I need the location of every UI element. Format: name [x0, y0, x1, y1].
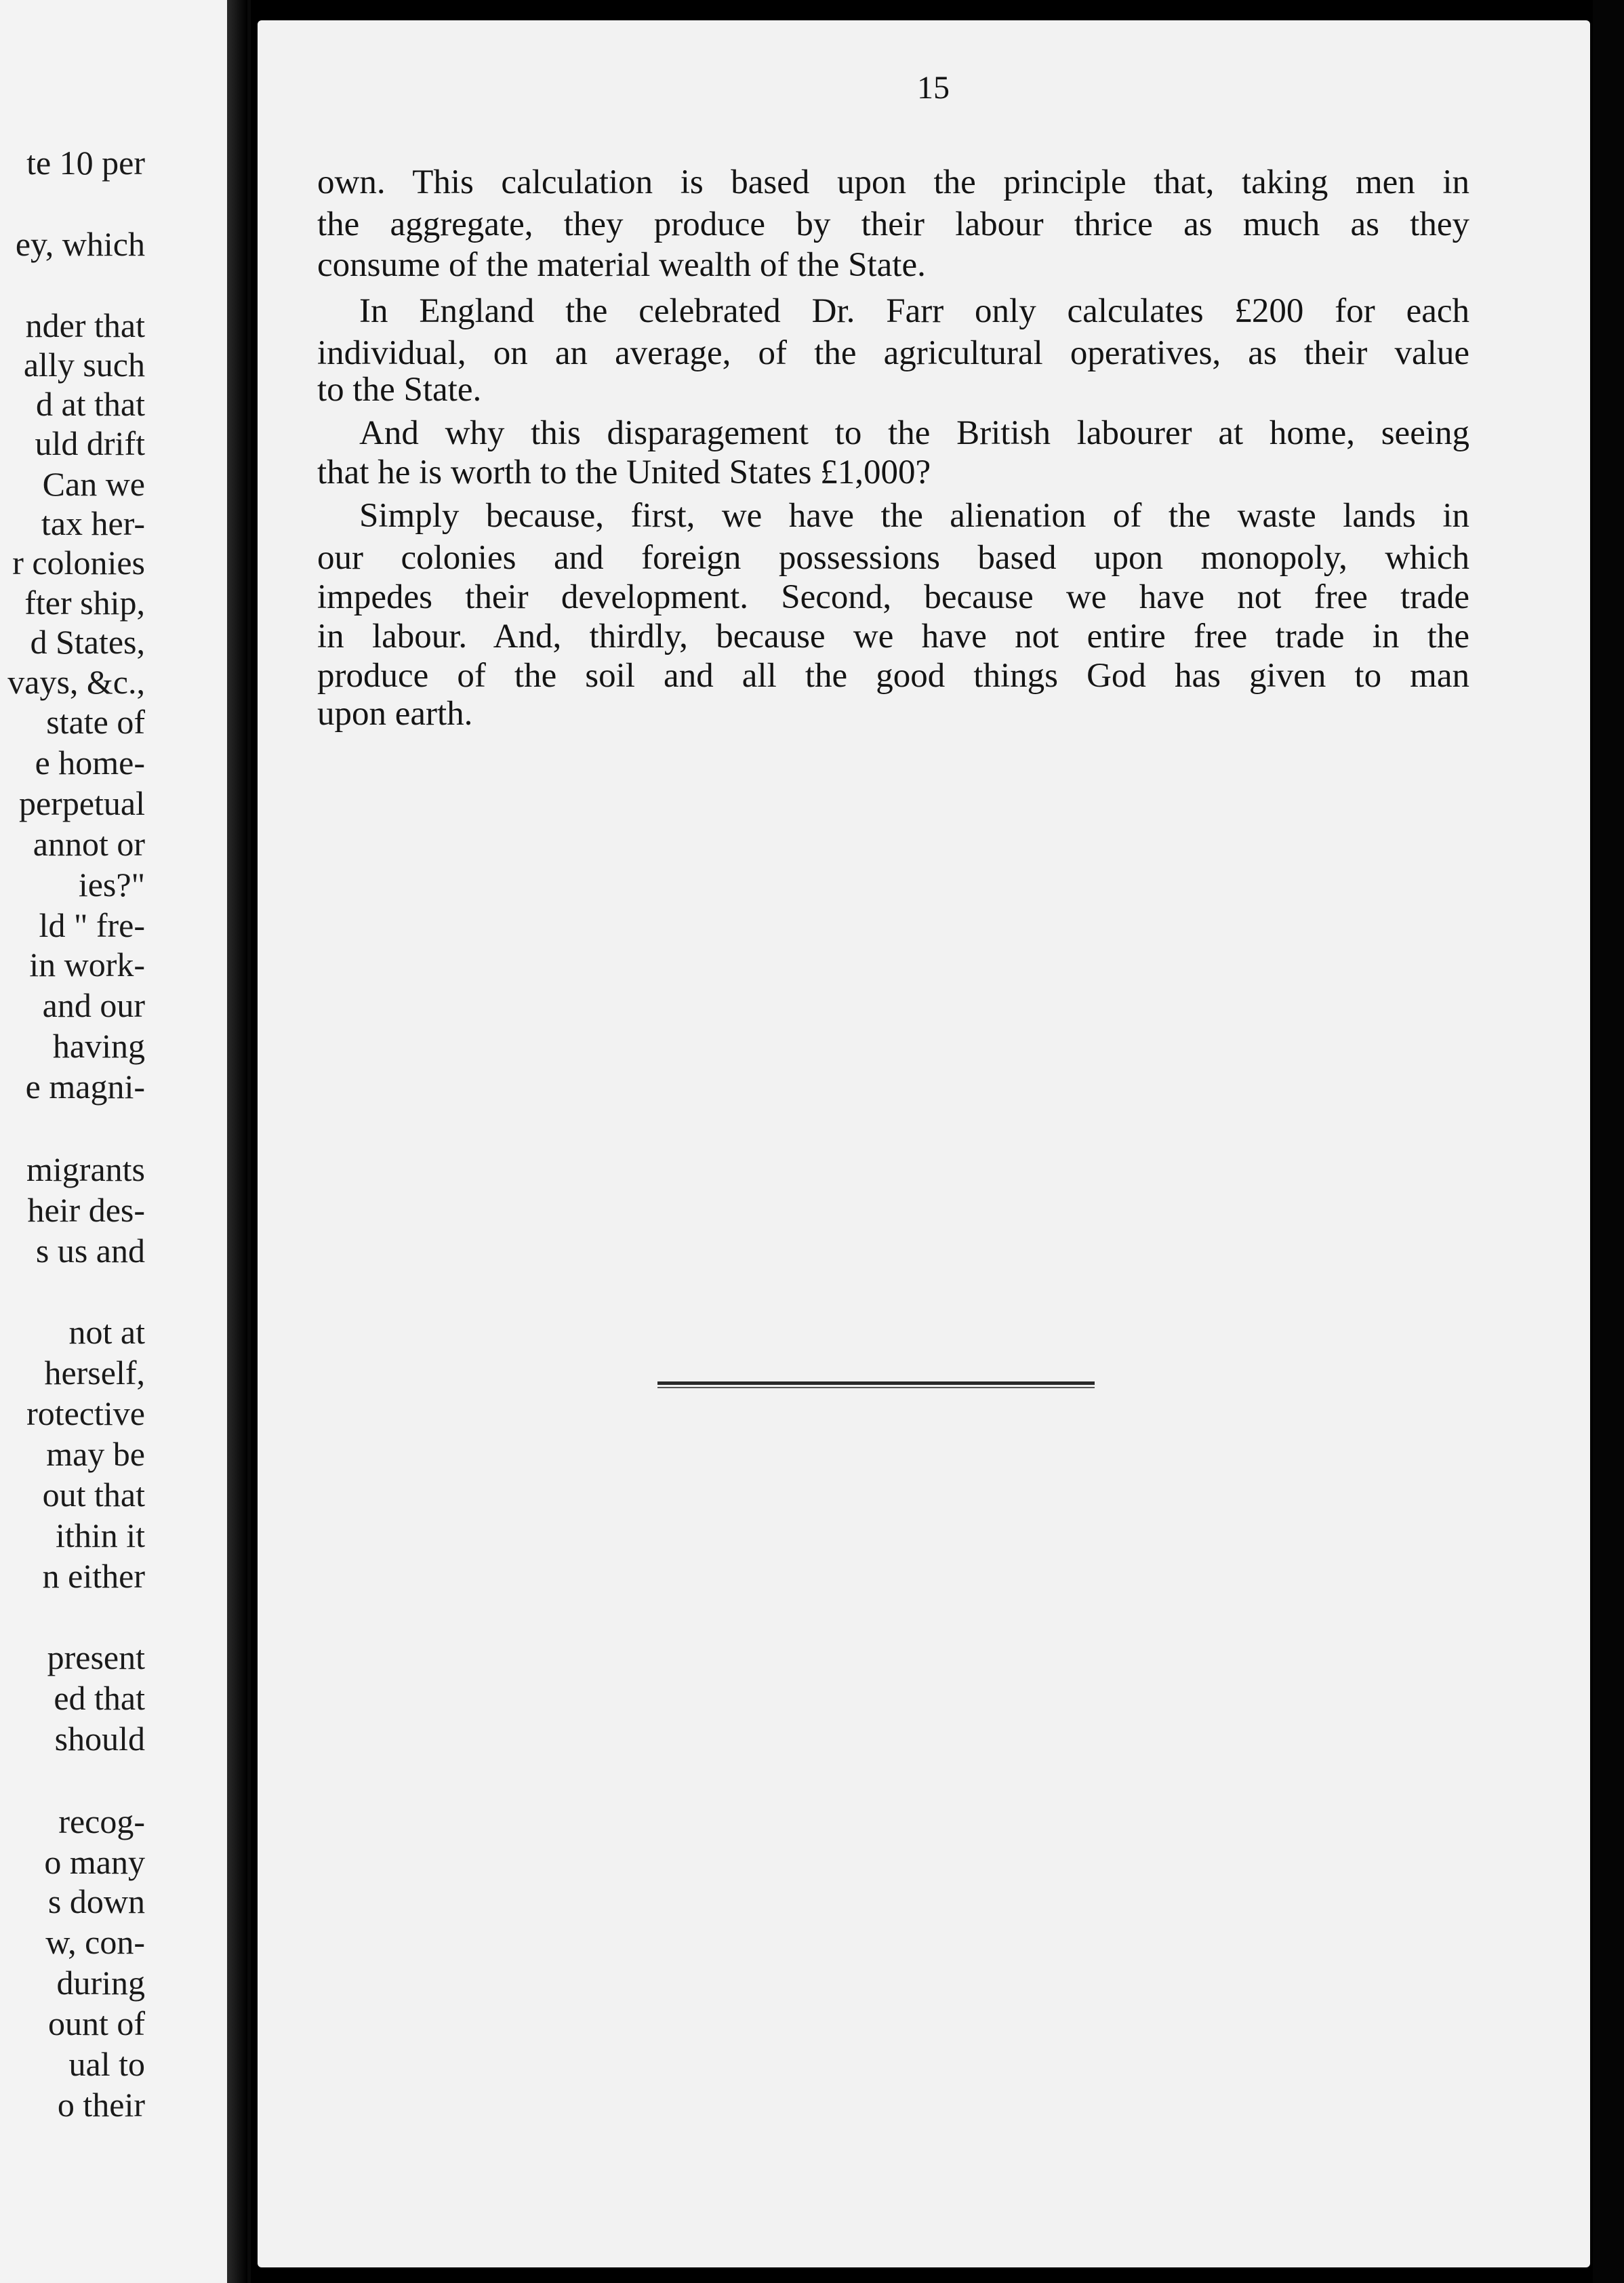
previous-page-line: may be [46, 1435, 145, 1473]
previous-page-line: ithin it [56, 1516, 145, 1554]
previous-page-line: recog- [58, 1802, 145, 1840]
previous-page-line: ld " fre- [39, 906, 145, 944]
previous-page-line: migrants [26, 1150, 145, 1188]
previous-page-line: in work- [29, 946, 145, 984]
previous-page-line: fter ship, [24, 584, 145, 622]
previous-page-line: should [54, 1720, 145, 1758]
previous-page-line: Can we [42, 465, 145, 503]
previous-page-line: e magni- [25, 1068, 145, 1106]
previous-page [0, 0, 251, 2283]
book-spine [227, 0, 247, 2283]
previous-page-line: annot or [33, 825, 145, 863]
text-line: to the State. [317, 371, 482, 409]
text-line: In England the celebrated Dr. Farr only calculates £200 for each [359, 292, 1469, 330]
page-number: 15 [917, 70, 950, 106]
previous-page-line: out that [42, 1476, 145, 1514]
text-line: our colonies and foreign possessions based upon monopoly, which [317, 539, 1469, 577]
previous-page-line: d at that [35, 385, 145, 423]
previous-page-line: herself, [44, 1354, 145, 1392]
previous-page-line: during [56, 1964, 145, 2002]
previous-page-line: r colonies [12, 544, 145, 582]
previous-page-line: w, con- [45, 1923, 145, 1961]
divider-thin-line [657, 1387, 1095, 1388]
previous-page-line: nder that [25, 306, 145, 344]
previous-page-line: rotective [26, 1394, 145, 1432]
text-line: own. This calculation is based upon the principle that, taking men in [317, 163, 1469, 201]
text-line: produce of the soil and all the good things God has given to man [317, 657, 1469, 695]
previous-page-line: heir des- [27, 1191, 145, 1229]
text-line: individual, on an average, of the agricultural operatives, as their value [317, 334, 1469, 372]
previous-page-line: o many [44, 1843, 145, 1881]
text-line: impedes their development. Second, because we have not free trade [317, 578, 1469, 616]
previous-page-line: ey, which [15, 225, 145, 263]
scan-border [1593, 0, 1624, 2283]
ornamental-divider-rule [657, 1380, 1095, 1390]
previous-page-line: ual to [68, 2045, 145, 2083]
previous-page-line: vays, &c., [7, 663, 145, 701]
previous-page-line: perpetual [18, 784, 145, 822]
divider-thick-line [657, 1381, 1095, 1385]
previous-page-line: e home- [35, 744, 145, 782]
previous-page-line: n either [42, 1557, 145, 1595]
previous-page-line: ount of [47, 2004, 145, 2042]
previous-page-line: ed that [54, 1679, 145, 1717]
previous-page-line: tax her- [41, 504, 145, 542]
previous-page-line: s down [47, 1882, 145, 1920]
text-line: And why this disparagement to the British labourer at home, seeing [359, 414, 1469, 452]
text-line: in labour. And, thirdly, because we have not entire free trade in the [317, 618, 1469, 655]
previous-page-line: ies?" [78, 866, 145, 904]
current-page [258, 20, 1590, 2267]
text-line: consume of the material wealth of the State. [317, 246, 926, 284]
previous-page-line: state of [46, 703, 145, 741]
text-line: the aggregate, they produce by their labour thrice as much as they [317, 205, 1469, 243]
previous-page-line: present [47, 1638, 145, 1676]
previous-page-line: ally such [23, 346, 145, 384]
text-line: upon earth. [317, 695, 473, 733]
previous-page-line: te 10 per [26, 144, 145, 182]
previous-page-line: uld drift [35, 424, 145, 462]
previous-page-line: and our [42, 986, 145, 1024]
previous-page-line: having [52, 1027, 145, 1065]
previous-page-line: o their [57, 2086, 145, 2124]
text-line: Simply because, first, we have the alienation of the waste lands in [359, 497, 1469, 535]
previous-page-line: s us and [35, 1232, 145, 1270]
text-line: that he is worth to the United States £1,000? [317, 453, 931, 491]
previous-page-line: d States, [30, 623, 145, 661]
previous-page-line: not at [68, 1313, 145, 1351]
